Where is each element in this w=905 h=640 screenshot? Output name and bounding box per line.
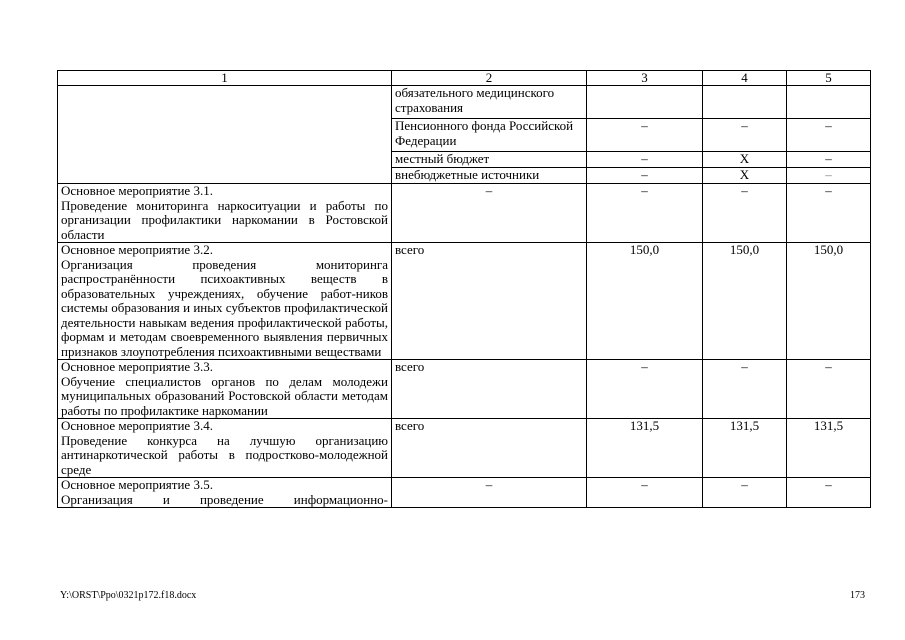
source-cell: всего — [392, 243, 587, 360]
header-cell-4: 4 — [703, 71, 787, 86]
value-cell: Х — [703, 168, 787, 184]
table-row — [58, 86, 871, 119]
header-cell-1: 1 — [58, 71, 392, 86]
measure-body: Проведение мониторинга наркоситуации и работы по организации профилактики наркомании в Ростовской области — [61, 197, 388, 242]
measure-cell — [58, 478, 392, 508]
measure-title: Основное мероприятие 3.3. — [61, 359, 213, 374]
measure-title: Основное мероприятие 3.2. — [61, 242, 213, 257]
value-cell — [703, 86, 787, 119]
measure-body: Организация проведения мониторинга распространённости психоактивных веществ в образовательных учреждениях, обучение работ-ников системы образования и иных субъектов профилактической деятельности навыкам ведения профилактической работы, формам и методам своевременного выявления первичных признаков злоупотребления психоактивными веществами — [61, 256, 388, 359]
source-cell: внебюджетные источники — [392, 168, 587, 184]
value-cell — [587, 86, 703, 119]
value-cell: – — [703, 184, 787, 243]
value-cell: 150,0 — [587, 243, 703, 360]
value-cell — [787, 86, 871, 119]
measure-title: Основное мероприятие 3.4. — [61, 418, 213, 433]
measure-cell — [58, 243, 392, 360]
measure-body: Обучение специалистов органов по делам молодежи муниципальных образований Ростовской области методам работы по профилактике наркомании — [61, 373, 388, 418]
budget-table — [57, 70, 871, 508]
value-cell: – — [703, 119, 787, 152]
measure-title: Основное мероприятие 3.1. — [61, 183, 213, 198]
source-cell: обязательного медицинского страхования — [392, 86, 587, 119]
value-cell: – — [587, 184, 703, 243]
footer-file-path: Y:\ORST\Ppo\0321p172.f18.docx — [60, 590, 197, 601]
table-row — [58, 478, 871, 508]
header-cell-2: 2 — [392, 71, 587, 86]
measure-cell — [58, 419, 392, 478]
source-cell: всего — [392, 360, 587, 419]
footer-page-number: 173 — [850, 590, 865, 601]
value-cell: – — [587, 152, 703, 168]
table-row — [58, 243, 871, 360]
measure-cell — [58, 360, 392, 419]
value-cell: 150,0 — [787, 243, 871, 360]
measure-body: Проведение конкурса на лучшую организацию антинаркотической работы в подростково-молодежной среде — [61, 432, 388, 477]
source-cell: всего — [392, 419, 587, 478]
header-row — [58, 71, 871, 86]
value-cell: 131,5 — [787, 419, 871, 478]
header-cell-5: 5 — [787, 71, 871, 86]
value-cell: 131,5 — [703, 419, 787, 478]
table-row — [58, 360, 871, 419]
empty-cell — [58, 86, 392, 184]
value-cell: – — [703, 360, 787, 419]
value-cell: – — [787, 478, 871, 508]
measure-title: Основное мероприятие 3.5. — [61, 477, 213, 492]
header-cell-3: 3 — [587, 71, 703, 86]
value-cell: 150,0 — [703, 243, 787, 360]
value-cell: – — [787, 119, 871, 152]
source-cell: Пенсионного фонда Российской Федерации — [392, 119, 587, 152]
table-row — [58, 419, 871, 478]
value-cell: – — [587, 360, 703, 419]
value-cell: – — [703, 478, 787, 508]
measure-cell — [58, 184, 392, 243]
value-cell: – — [787, 360, 871, 419]
value-cell: – — [587, 119, 703, 152]
source-cell: – — [392, 478, 587, 508]
source-cell: местный бюджет — [392, 152, 587, 168]
measure-body: Организация и проведение информационно- — [61, 491, 388, 507]
value-cell: – — [787, 184, 871, 243]
value-cell: – — [787, 168, 871, 184]
value-cell: 131,5 — [587, 419, 703, 478]
source-cell: – — [392, 184, 587, 243]
table-row — [58, 184, 871, 243]
value-cell: Х — [703, 152, 787, 168]
value-cell: – — [787, 152, 871, 168]
value-cell: – — [587, 478, 703, 508]
value-cell: – — [587, 168, 703, 184]
